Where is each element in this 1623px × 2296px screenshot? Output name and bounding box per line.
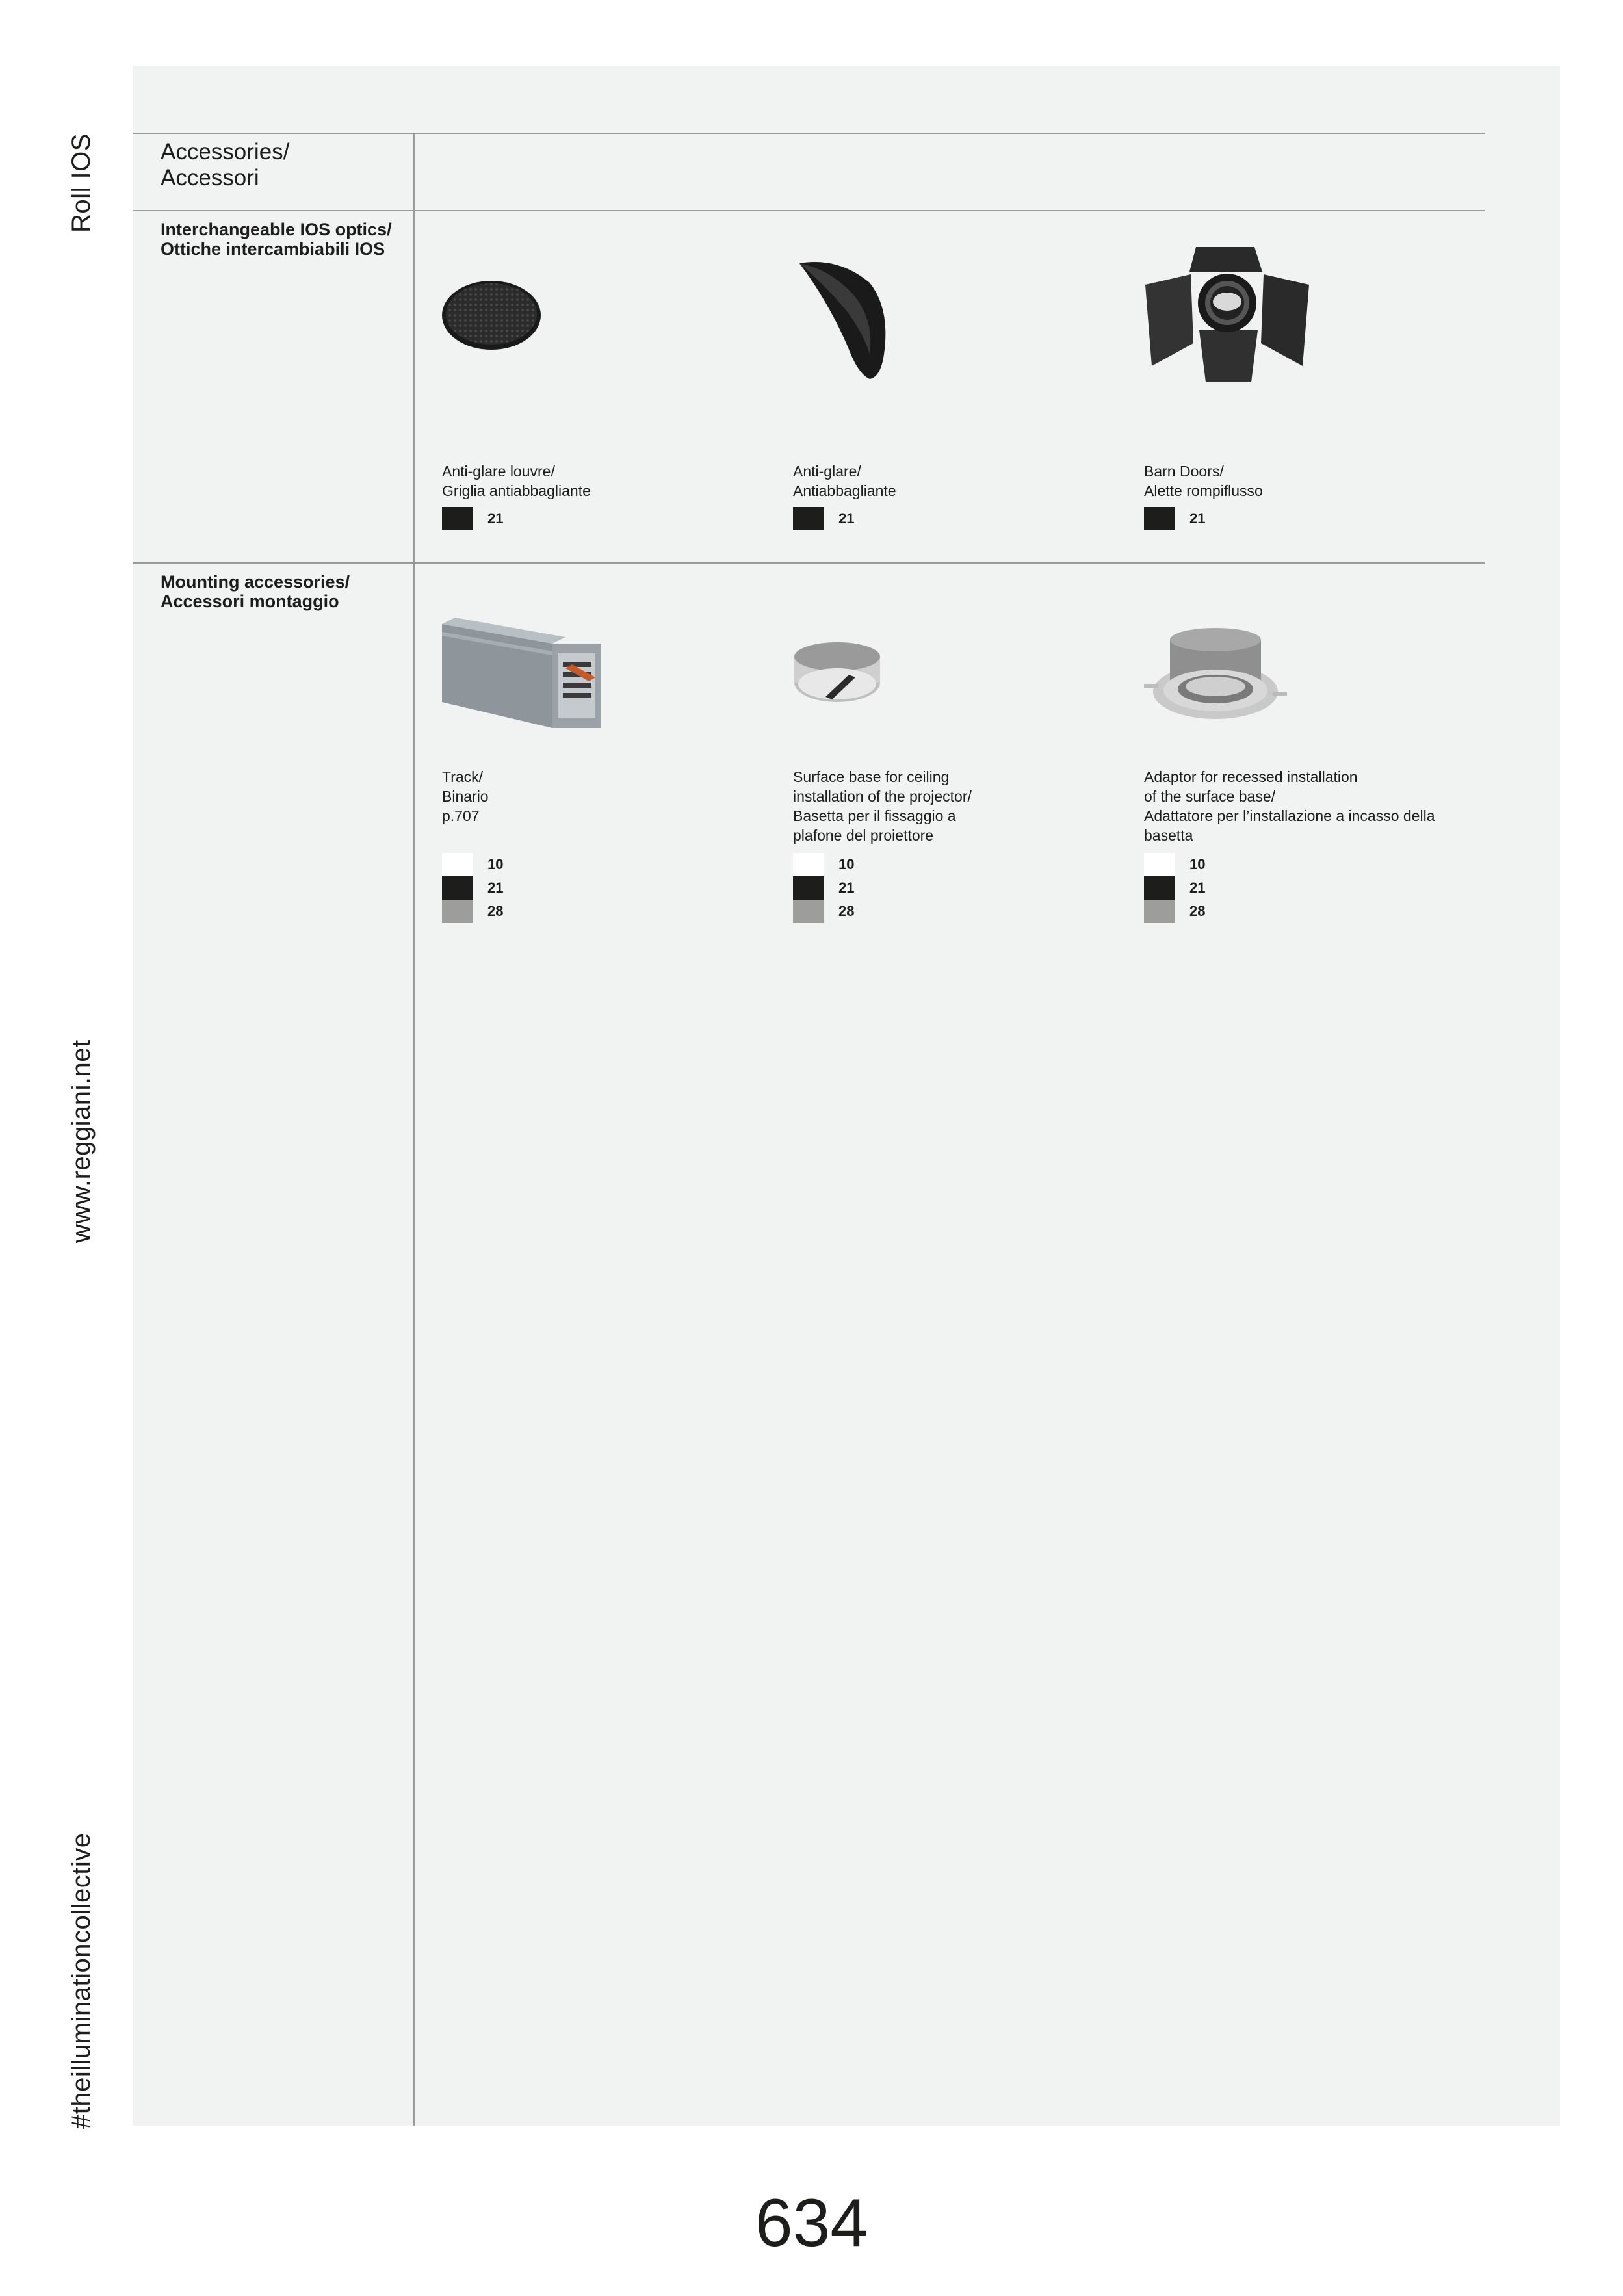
caption-line: Anti-glare louvre/ — [442, 463, 555, 480]
finish-swatch-10 — [1144, 853, 1175, 876]
header-top-rule — [133, 133, 1485, 134]
finish-swatch-10 — [442, 853, 473, 876]
section-title-it: Accessori montaggio — [161, 592, 339, 611]
page-title — [161, 139, 289, 191]
finish-swatch-28 — [1144, 900, 1175, 923]
caption-line: Adaptor for recessed installation — [1144, 768, 1358, 785]
finish-swatch-21 — [793, 876, 824, 900]
surface-base-icon — [793, 637, 890, 715]
collection-name: Roll IOS — [67, 133, 96, 233]
finish-swatch-28 — [793, 900, 824, 923]
caption-line: Surface base for ceiling — [793, 768, 950, 785]
louvre-icon — [442, 276, 546, 354]
product-caption — [1144, 462, 1263, 501]
caption-line: Adattatore per l’installazione a incasso della — [1144, 807, 1435, 824]
recessed-adaptor-icon — [1144, 627, 1287, 731]
product-caption — [793, 767, 972, 845]
anti-glare-cowl-icon — [793, 257, 890, 387]
page-number: 634 — [755, 2185, 868, 2261]
finish-swatch-21 — [442, 876, 473, 900]
section-title-en: Interchangeable IOS optics/ — [161, 220, 392, 239]
barn-doors-icon — [1144, 246, 1313, 389]
section-title-optics — [161, 220, 392, 259]
caption-line: Barn Doors/ — [1144, 463, 1224, 480]
section-title-en: Mounting accessories/ — [161, 572, 350, 592]
caption-line: plafone del proiettore — [793, 827, 934, 844]
caption-line: Binario — [442, 788, 489, 805]
page-title-it: Accessori — [161, 165, 259, 190]
section-title-it: Ottiche intercambiabili IOS — [161, 239, 385, 259]
section-divider — [133, 562, 1485, 564]
caption-line: Griglia antiabbagliante — [442, 482, 591, 499]
finish-swatch-28 — [442, 900, 473, 923]
caption-line: Track/ — [442, 768, 484, 785]
product-caption — [793, 462, 896, 501]
finish-swatch-10 — [793, 853, 824, 876]
caption-line: Alette rompiflusso — [1144, 482, 1263, 499]
product-caption — [1144, 767, 1435, 845]
caption-line: Antiabbagliante — [793, 482, 896, 499]
caption-line: Anti-glare/ — [793, 463, 861, 480]
hashtag: #theilluminationcollective — [67, 1833, 96, 2129]
caption-line: basetta — [1144, 827, 1193, 844]
finish-swatch-21 — [1144, 876, 1175, 900]
page-title-en: Accessories/ — [161, 139, 290, 164]
section-title-mounting — [161, 572, 350, 611]
caption-line: installation of the projector/ — [793, 788, 972, 805]
caption-line[interactable]: p.707 — [442, 807, 480, 824]
product-caption — [442, 767, 489, 826]
column-divider — [413, 133, 415, 2126]
caption-line: of the surface base/ — [1144, 788, 1276, 805]
track-icon — [442, 618, 604, 735]
product-caption — [442, 462, 591, 501]
caption-line: Basetta per il fissaggio a — [793, 807, 956, 824]
website-link[interactable]: www.reggiani.net — [67, 1039, 96, 1243]
header-bottom-rule — [133, 210, 1485, 211]
